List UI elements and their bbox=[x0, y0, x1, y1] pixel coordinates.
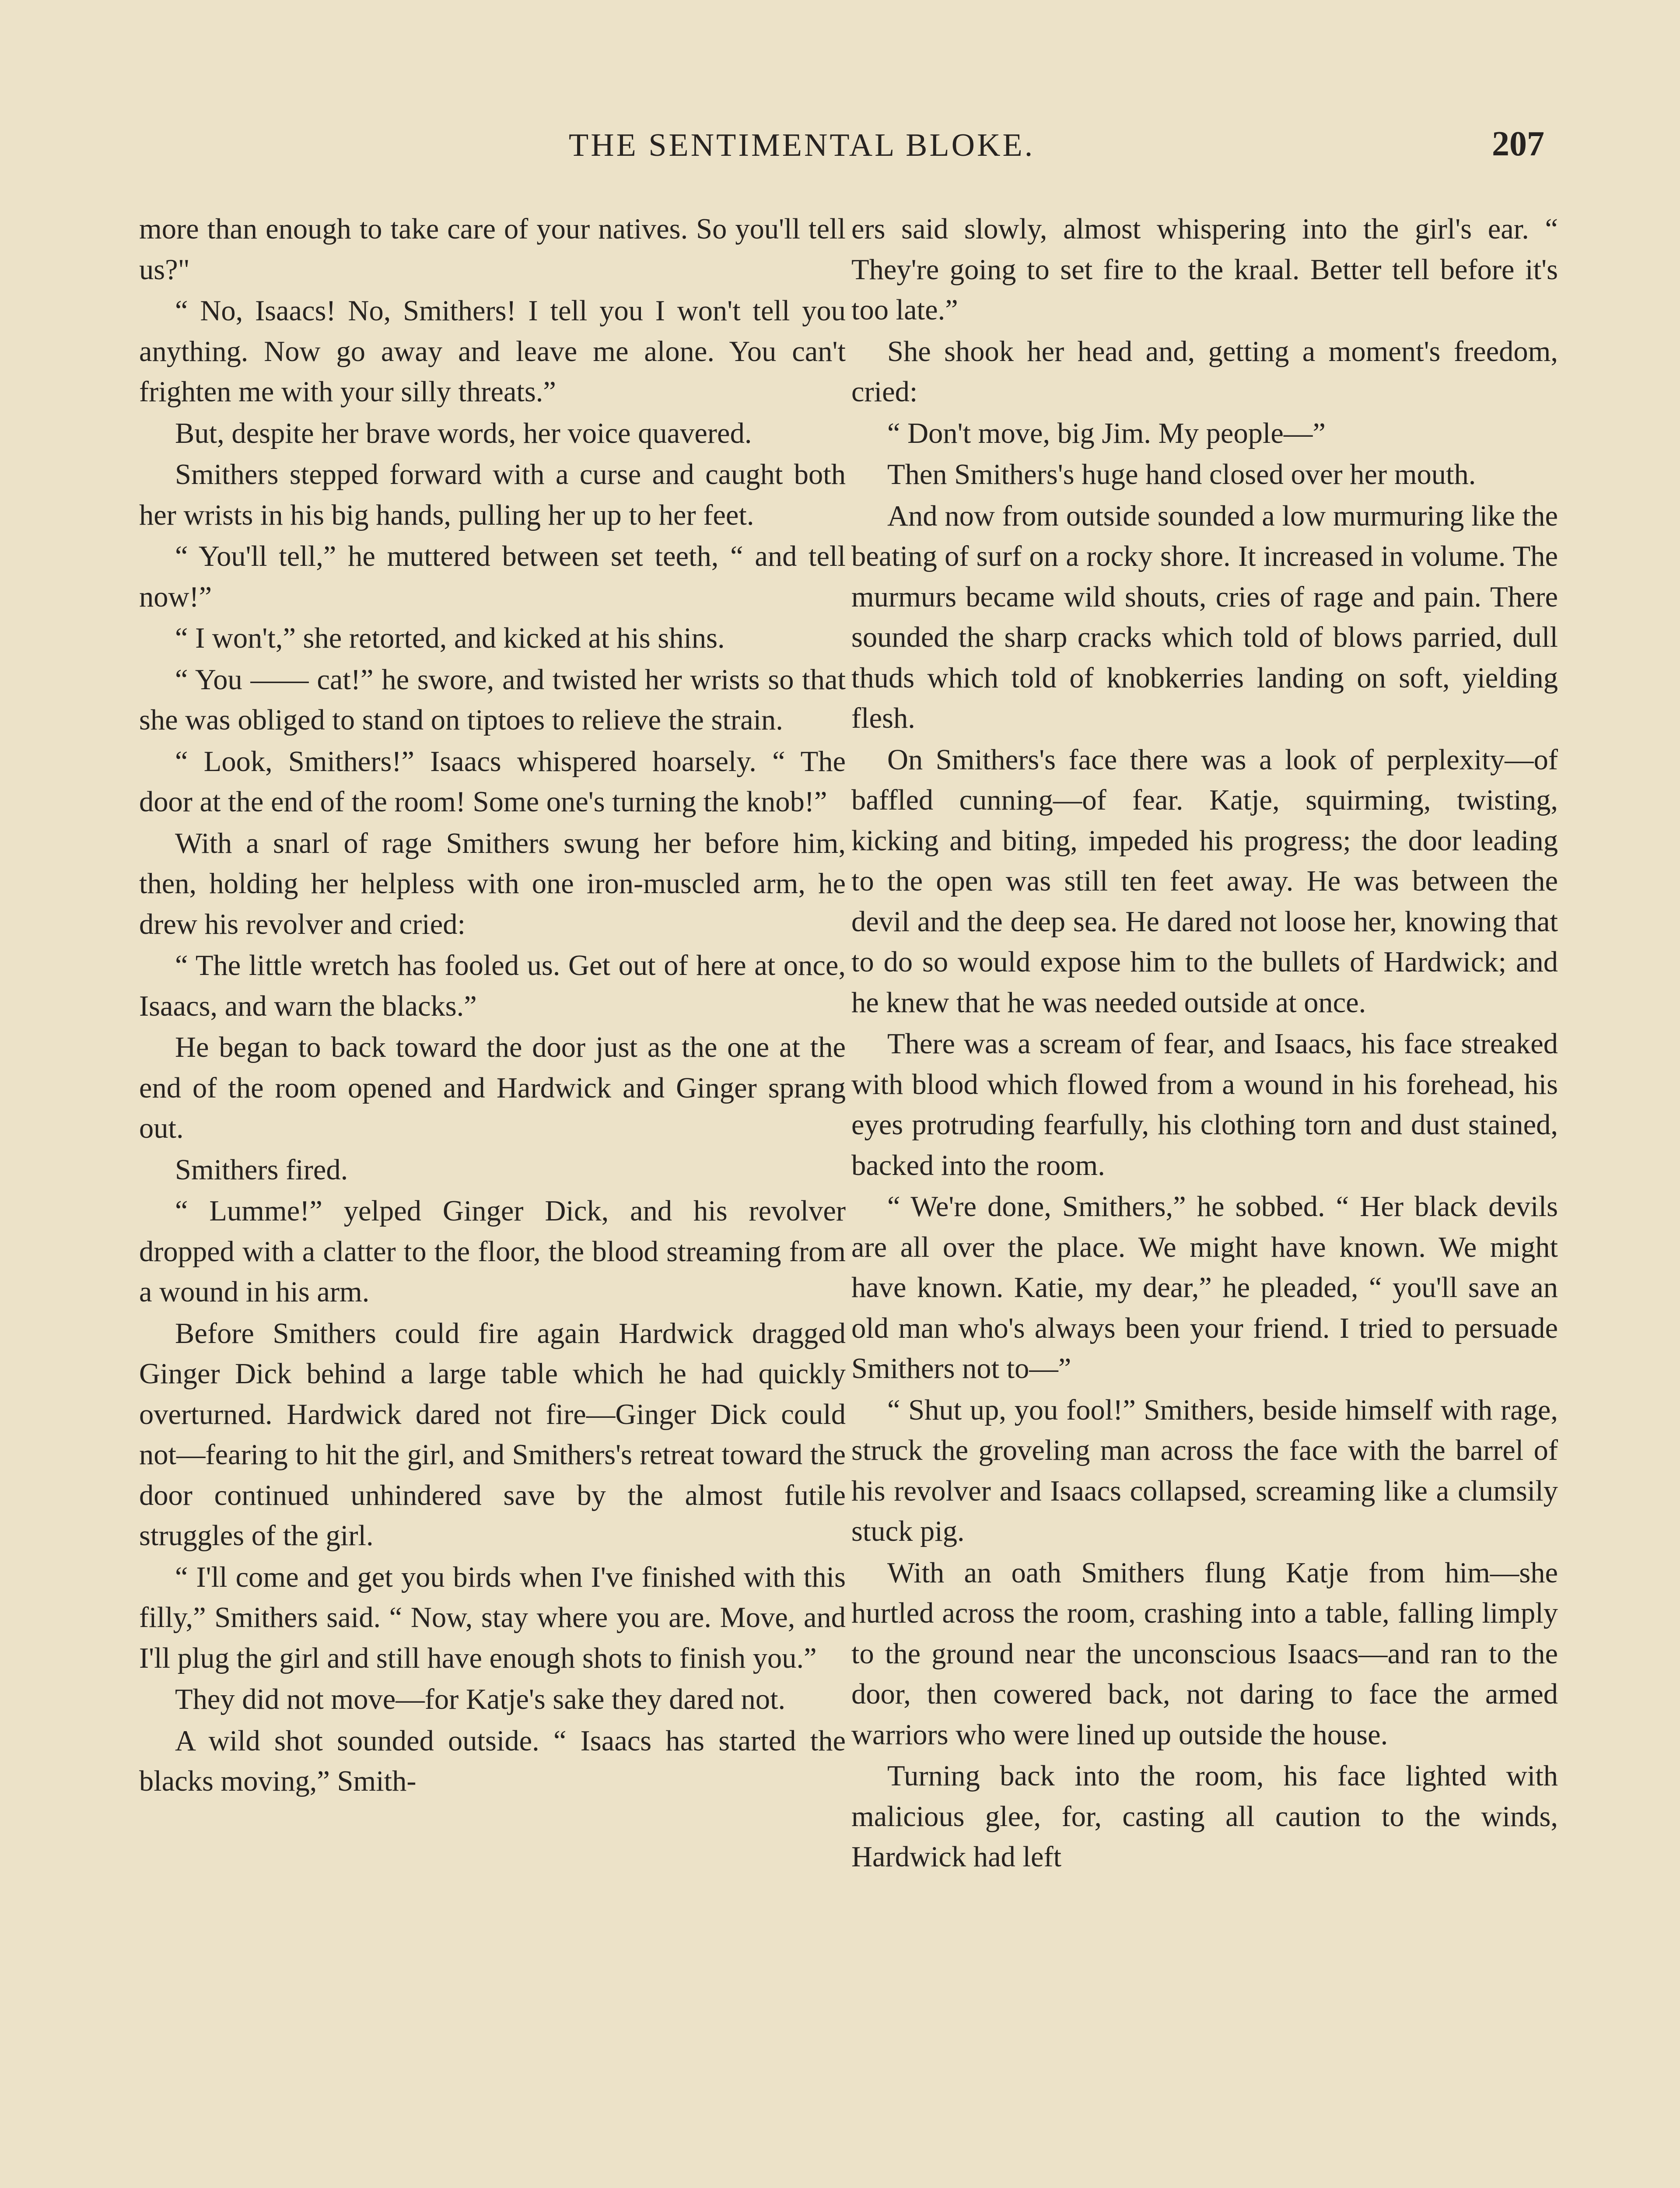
paragraph: “ I'll come and get you birds when I've finished with this filly,” Smithers said. “ Now, stay where you are. Move, and I'll plug the girl and still have enough shots to finish you.” bbox=[139, 1561, 846, 1674]
paragraph: ers said slowly, almost whispering into the girl's ear. “ They're going to set fire to the kraal. Better tell before it's too late.” bbox=[851, 213, 1558, 326]
paragraph: A wild shot sounded outside. “ Isaacs has started the blacks moving,” Smith- bbox=[139, 1725, 846, 1797]
paragraph: With a snarl of rage Smithers swung her before him, then, holding her helpless with one iron-muscled arm, he drew his revolver and cried: bbox=[139, 827, 846, 940]
paragraph: There was a scream of fear, and Isaacs, his face streaked with blood which flowed from a wound in his forehead, his eyes protruding fearfully, his clothing torn and dust stained, backed into the room. bbox=[851, 1028, 1558, 1182]
paragraph: Smithers stepped forward with a curse and caught both her wrists in his big hands, pulling her up to her feet. bbox=[139, 459, 846, 531]
paragraph: “ Shut up, you fool!” Smithers, beside himself with rage, struck the groveling man across the face with the barrel of his revolver and Isaacs collapsed, screaming like a clumsily stuck pig. bbox=[851, 1394, 1558, 1547]
paragraph: Smithers fired. bbox=[175, 1154, 348, 1186]
paragraph: Then Smithers's huge hand closed over her mouth. bbox=[887, 459, 1476, 491]
right-column bbox=[851, 209, 1558, 1879]
paragraph: “ You'll tell,” he muttered between set teeth, “ and tell now!” bbox=[139, 540, 846, 613]
paragraph: “ The little wretch has fooled us. Get out of here at once, Isaacs, and warn the blacks.” bbox=[139, 950, 846, 1022]
page-number: 207 bbox=[1492, 125, 1544, 163]
paragraph: Turning back into the room, his face lighted with malicious glee, for, casting all caution to the winds, Hardwick had left bbox=[851, 1760, 1558, 1873]
page-header bbox=[144, 127, 1544, 184]
paragraph: On Smithers's face there was a look of perplexity—of baffled cunning—of fear. Katje, squirming, twisting, kicking and biting, impeded his progress; the door leading to the open was still ten feet away. He was between the devil and the deep sea. He dared not loose her, knowing that to do so would expose him to the bullets of Hardwick; and he knew that he was needed outside at once. bbox=[851, 743, 1558, 1019]
paragraph: Before Smithers could fire again Hardwick dragged Ginger Dick behind a large table which he had quickly overturned. Hardwick dared not fire—Ginger Dick could not—fearing to hit the girl, and Smithers's retreat toward the door continued unhindered save by the almost futile struggles of the girl. bbox=[139, 1317, 846, 1552]
paragraph: “ We're done, Smithers,” he sobbed. “ Her black devils are all over the place. We might have known. We might have known. Katie, my dear,” he pleaded, “ you'll save an old man who's always been your friend. I tried to persuade Smithers not to—” bbox=[851, 1191, 1558, 1385]
paragraph: They did not move—for Katje's sake they dared not. bbox=[175, 1683, 786, 1715]
paragraph: “ Don't move, big Jim. My people—” bbox=[887, 417, 1326, 449]
paragraph: She shook her head and, getting a moment's freedom, cried: bbox=[851, 335, 1558, 408]
left-column bbox=[139, 209, 846, 1803]
paragraph: He began to back toward the door just as the one at the end of the room opened and Hardwick and Ginger sprang out. bbox=[139, 1031, 846, 1144]
paragraph: “ Look, Smithers!” Isaacs whispered hoarsely. “ The door at the end of the room! Some one's turning the knob!” bbox=[139, 745, 846, 818]
paragraph: “ You —— cat!” he swore, and twisted her wrists so that she was obliged to stand on tiptoes to relieve the strain. bbox=[139, 663, 846, 736]
paragraph: And now from outside sounded a low murmuring like the beating of surf on a rocky shore. It increased in volume. The murmurs became wild shouts, cries of rage and pain. There sounded the sharp cracks which told of blows parried, dull thuds which told of knobkerries landing on soft, yielding flesh. bbox=[851, 500, 1558, 734]
running-title: THE SENTIMENTAL BLOKE. bbox=[569, 127, 1035, 163]
paragraph: more than enough to take care of your natives. So you'll tell us?" bbox=[139, 213, 846, 286]
paragraph: “ No, Isaacs! No, Smithers! I tell you I won't tell you anything. Now go away and leave me alone. You can't frighten me with your silly threats.” bbox=[139, 295, 846, 408]
paragraph: With an oath Smithers flung Katje from him—she hurtled across the room, crashing into a table, falling limply to the ground near the unconscious Isaacs—and ran to the door, then cowered back, not daring to face the armed warriors who were lined up outside the house. bbox=[851, 1557, 1558, 1751]
paragraph: “ I won't,” she retorted, and kicked at his shins. bbox=[175, 622, 725, 654]
paragraph: But, despite her brave words, her voice quavered. bbox=[175, 417, 752, 449]
paragraph: “ Lumme!” yelped Ginger Dick, and his revolver dropped with a clatter to the floor, the blood streaming from a wound in his arm. bbox=[139, 1195, 846, 1308]
